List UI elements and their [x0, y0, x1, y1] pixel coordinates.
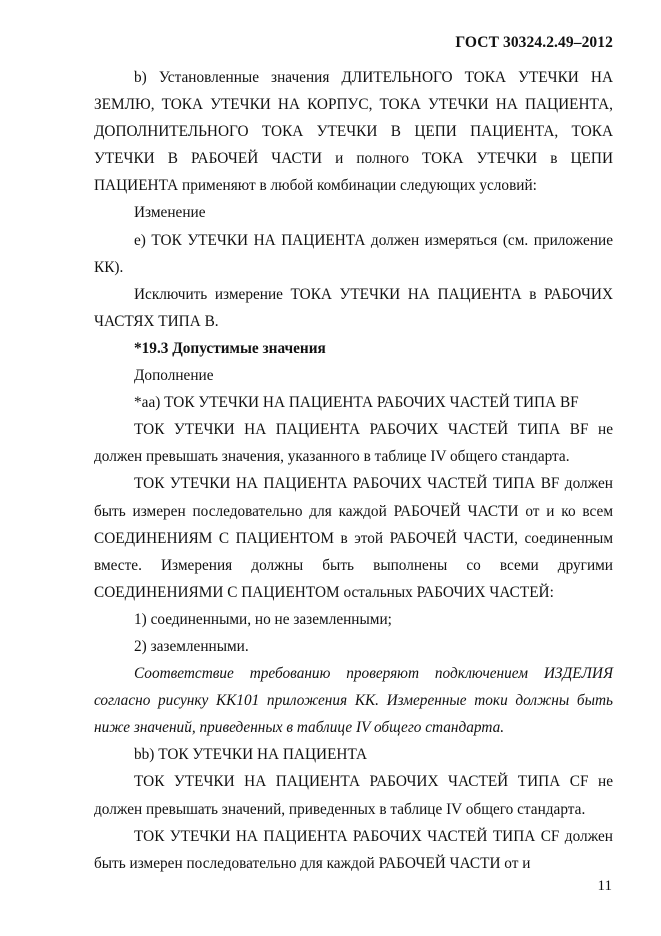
section-heading-19-3: *19.3 Допустимые значения — [134, 339, 326, 357]
list-item-1: 1) соединенными, но не заземленными; — [134, 610, 392, 628]
document-header: ГОСТ 30324.2.49–2012 — [455, 34, 613, 51]
paragraph-addition-label: Дополнение — [134, 367, 214, 385]
subheading-aa: *aa) ТОК УТЕЧКИ НА ПАЦИЕНТА РАБОЧИХ ЧАСТЕЙ ТИПА BF — [134, 394, 579, 412]
list-item-2: 2) заземленными. — [134, 637, 249, 655]
subheading-bb: bb) ТОК УТЕЧКИ НА ПАЦИЕНТА — [134, 746, 368, 764]
page-number: 11 — [597, 878, 612, 894]
paragraph-change-label: Изменение — [134, 204, 206, 222]
paragraph-bf-measurement: ТОК УТЕЧКИ НА ПАЦИЕНТА РАБОЧИХ ЧАСТЕЙ ТИПА BF должен быть измерен последовательно для каждой РАБОЧЕЙ ЧАСТИ от и ко всем СОЕДИНЕНИЯМ С ПАЦИЕНТОМ в этой РАБОЧЕЙ ЧАСТИ, соединенным вместе. Измерения должны быть выполнены со всеми другими СОЕДИНЕНИЯМИ С ПАЦИЕНТОМ остальных РАБОЧИХ ЧАСТЕЙ: — [94, 475, 613, 601]
paragraph-e-measurement: e) ТОК УТЕЧКИ НА ПАЦИЕНТА должен измеряться (см. приложение КК). — [94, 231, 613, 276]
paragraph-cf-measurement: ТОК УТЕЧКИ НА ПАЦИЕНТА РАБОЧИХ ЧАСТЕЙ ТИПА CF должен быть измерен последовательно для каждой РАБОЧЕЙ ЧАСТИ от и — [94, 827, 613, 872]
paragraph-compliance-check: Соответствие требованию проверяют подключением ИЗДЕЛИЯ согласно рисунку КК101 приложения КК. Измеренные токи должны быть ниже значений, приведенных в таблице IV общего стандарта. — [94, 665, 613, 737]
paragraph-exclusion: Исключить измерение ТОКА УТЕЧКИ НА ПАЦИЕНТА в РАБОЧИХ ЧАСТЯХ ТИПА B. — [94, 285, 613, 330]
paragraph-b-conditions: b) Установленные значения ДЛИТЕЛЬНОГО ТОКА УТЕЧКИ НА ЗЕМЛЮ, ТОКА УТЕЧКИ НА КОРПУС, ТОКА УТЕЧКИ НА ПАЦИЕНТА, ДОПОЛНИТЕЛЬНОГО ТОКА УТЕЧКИ В ЦЕПИ ПАЦИЕНТА, ТОКА УТЕЧКИ В РАБОЧЕЙ ЧАСТИ и полного ТОКА УТЕЧКИ в ЦЕПИ ПАЦИЕНТА применяют в любой комбинации следующих условий: — [94, 69, 613, 195]
document-body — [94, 64, 613, 877]
paragraph-bf-limit: ТОК УТЕЧКИ НА ПАЦИЕНТА РАБОЧИХ ЧАСТЕЙ ТИПА BF не должен превышать значения, указанного в таблице IV общего стандарта. — [94, 421, 613, 466]
paragraph-cf-limit: ТОК УТЕЧКИ НА ПАЦИЕНТА РАБОЧИХ ЧАСТЕЙ ТИПА CF не должен превышать значений, приведенных в таблице IV общего стандарта. — [94, 773, 613, 818]
